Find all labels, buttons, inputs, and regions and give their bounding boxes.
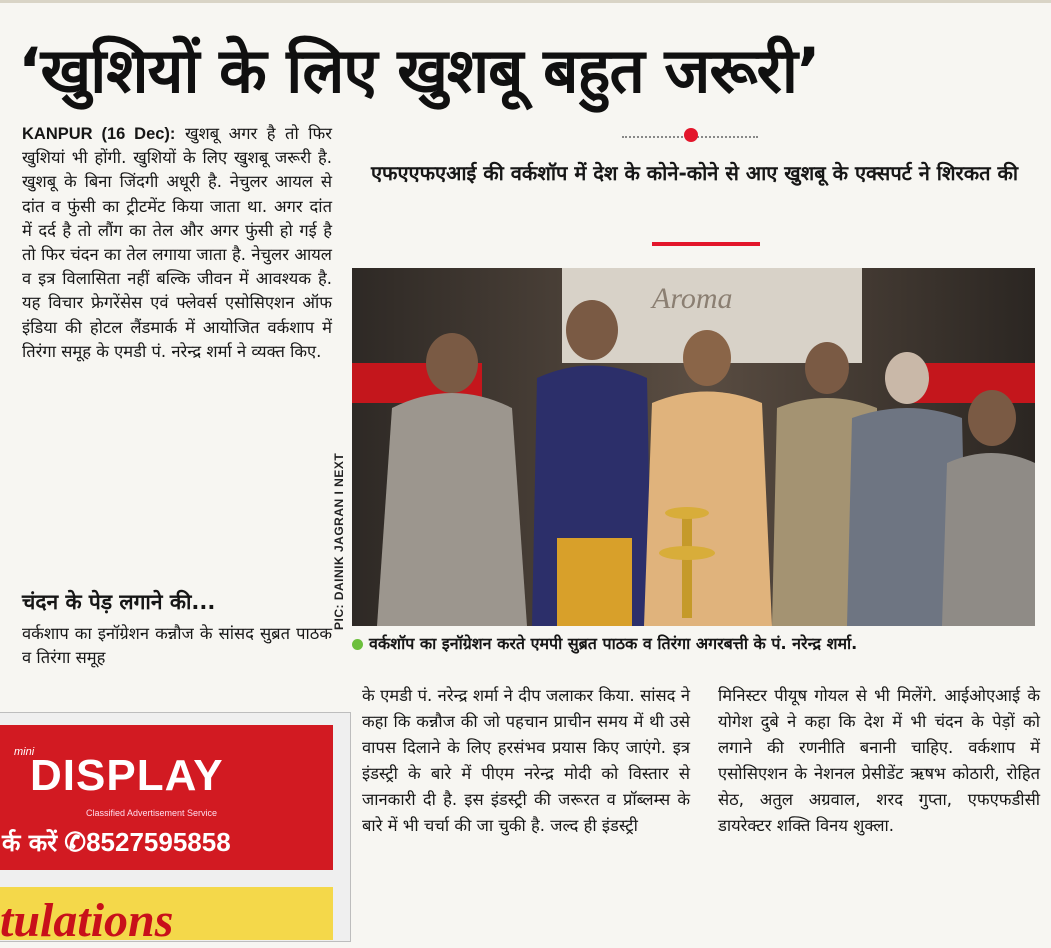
story-para2: वर्कशाप का इनॉग्रेशन कन्नौज के सांसद सुब्रत पाठक व तिरंगा समूह xyxy=(22,624,332,668)
photo-illustration xyxy=(352,268,1035,626)
ad-phone-number: 8527595858 xyxy=(86,827,231,857)
ad-phone-line xyxy=(2,826,231,859)
red-dot-ornament xyxy=(684,128,698,142)
phone-icon: ✆ xyxy=(64,827,87,857)
headline: ‘खुशियों के लिए खुशबू बहुत जरूरी’ xyxy=(18,34,820,107)
deck-subheadline: एफएएफएआई की वर्कशॉप में देश के कोने-कोने से आए खुशबू के एक्सपर्ट ने शिरकत की xyxy=(370,161,1019,185)
ad-mini-label: mini xyxy=(14,746,35,758)
top-rule xyxy=(0,0,1051,3)
news-photo xyxy=(352,268,1035,626)
red-underline xyxy=(652,242,760,246)
ad-congratulations-text: tulations xyxy=(0,894,174,947)
photo-caption xyxy=(352,628,1042,660)
banner-text: Aroma xyxy=(652,282,733,315)
story-column-3: मिनिस्टर पीयूष गोयल से भी मिलेंगे. आईओएआई के योगेश दुबे ने कहा कि देश में भी चंदन के पेड़ों को लगाने की रणनीति बनानी चाहिए. वर्कशाप में एसोसिएशन के नेशनल प्रेसीडेंट ऋषभ कोठारी, रोहित सेठ, अतुल अग्रवाल, शरद गुप्ता, एफएफडीसी डायरेक्टर शक्ति विनय शुक्ला. xyxy=(718,686,1040,835)
story-lead xyxy=(22,122,332,364)
caption-text: वर्कशॉप का इनॉग्रेशन करते एमपी सुब्रत पाठक व तिरंगा अगरबत्ती के पं. नरेन्द्र शर्मा. xyxy=(369,634,858,653)
dateline: KANPUR (16 Dec): xyxy=(22,125,176,143)
lead-text: खुशबू अगर है तो फिर खुशियां भी होंगी. खुशियों के लिए खुशबू जरूरी है. खुशबू के बिना जिंदगी अधूरी है. नेचुलर आयल से दांत व फुंसी का ट्रीटमेंट किया जाता था. अगर दांत में दर्द है तो लौंग का तेल और अगर फुंसी हो गई है तो फिर चंदन का तेल लगाया जाता है. नेचुलर आयल व इत्र विलासिता नहीं बल्कि जीवन में आवश्यक है. यह विचार फ्रेगरेंसेस एवं फ्लेवर्स एसोसिएशन ऑफ इंडिया की होटल लैंडमार्क में आयोजित वर्कशाप में तिरंगा समूह के एमडी पं. नरेन्द्र शर्मा ने व्यक्त किए. xyxy=(22,124,332,361)
ad-call-label: र्क करें xyxy=(2,829,58,857)
photo-credit: PIC: DAINIK JAGRAN I NEXT xyxy=(332,452,346,630)
ad-service-tagline: Classified Advertisement Service xyxy=(86,808,218,818)
caption-bullet-icon xyxy=(352,639,363,650)
story-column-2: के एमडी पं. नरेन्द्र शर्मा ने दीप जलाकर किया. सांसद ने कहा कि कन्नौज की जो पहचान प्राचीन समय में थी उसे वापस दिलाने के लिए हरसंभव प्रयास किए जाएंगे. इत्र इंडस्ट्री के बारे में पीएम नरेन्द्र मोदी को विस्तार से जानकारी दी है. इस इंडस्ट्री की जरूरत व प्रॉब्लम्स के बारे में भी चर्चा की जा चुकी है. जल्द ही इंडस्ट्री xyxy=(362,686,690,835)
subhead: चंदन के पेड़ लगाने की... xyxy=(22,590,216,614)
ad-display-logo: DISPLAY xyxy=(30,751,224,800)
